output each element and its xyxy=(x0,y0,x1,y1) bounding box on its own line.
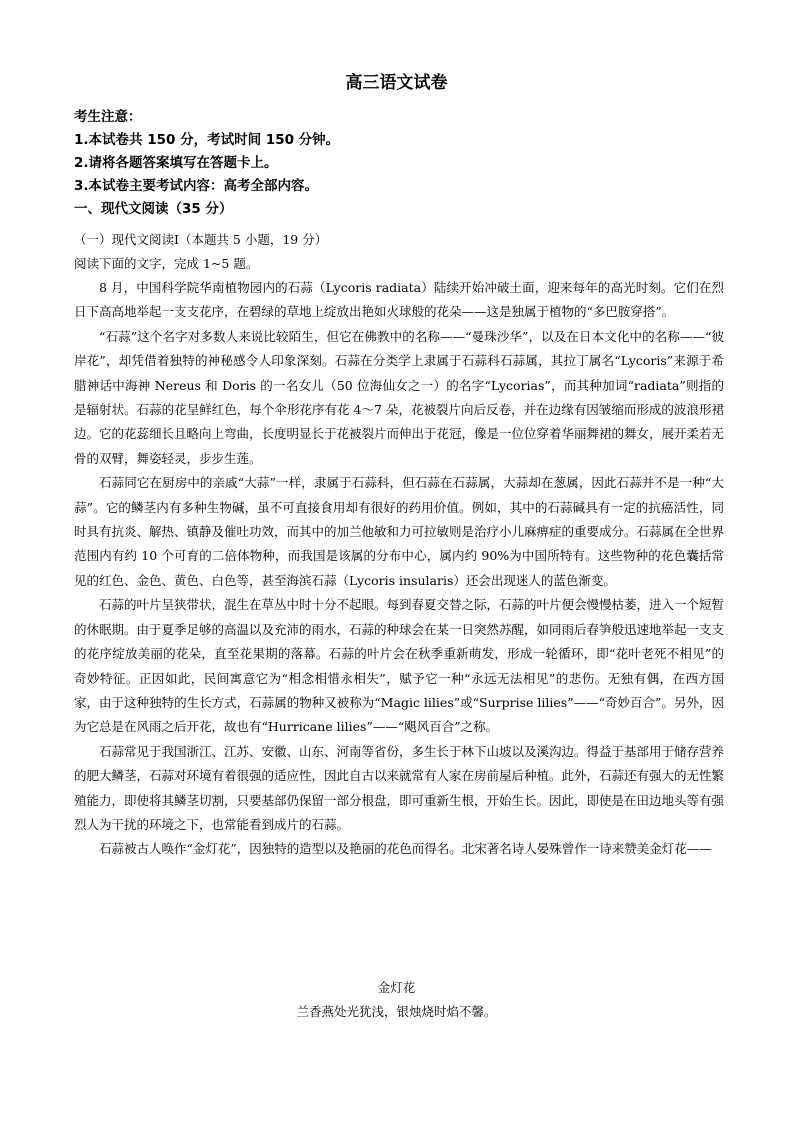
reading-instruction: 阅读下面的文字，完成 1~5 题。 xyxy=(74,256,259,271)
passage-paragraph: 石蒜同它在厨房中的亲戚“大蒜”一样，隶属于石蒜科，但石蒜在石蒜属，大蒜却在葱属，因此石蒜并不是一种“大蒜”。它的鳞茎内有多种生物碱，虽不可直接食用却有很好的药用价值。例如，其中的石蒜碱具有一定的抗癌活性，同时具有抗炎、解热、镇静及催吐功效，而其中的加兰他敏和力可拉敏则是治疗小儿麻痹症的重要成分。石蒜属在全世界范围内有约 10 个可育的二倍体物种，而我国是该属的分布中心，属内约 90%为中国所特有。这些物种的花色囊括常见的红色、金色、黄色、白色等，甚至海滨石蒜（Lycoris insularis）还会出现迷人的蓝色渐变。 xyxy=(74,475,725,588)
passage-paragraph: 石蒜的叶片呈狭带状，混生在草丛中时十分不起眼。每到春夏交替之际，石蒜的叶片便会慢慢枯萎，进入一个短暂的休眠期。由于夏季足够的高温以及充沛的雨水，石蒜的种球会在某一日突然苏醒，如同雨后春笋般迅速地举起一支支的花序绽放美丽的花朵，直至花果期的落幕。石蒜的叶片会在秋季重新萌发，形成一轮循环，即“花叶老死不相见”的奇妙特征。正因如此，民间寓意它为“相念相惜永相失”，赋予它一种“永远无法相见”的悲伤。无独有偶，在西方国家，由于这种独特的生长方式，石蒜属的物种又被称为“Magic lilies”或“Surprise lilies”——“奇妙百合”。另外，因为它总是在风雨之后开花，故也有“Hurricane lilies”——“飓风百合”之称。 xyxy=(74,597,725,735)
poem-line: 兰香燕处光犹浅，银烛烧时焰不馨。 xyxy=(296,1004,497,1019)
poem-title: 金灯花 xyxy=(377,980,416,995)
notice-heading: 考生注意： xyxy=(74,109,142,125)
section-heading: 一、现代文阅读（35 分） xyxy=(74,201,233,217)
subsection-heading: （一）现代文阅读Ⅰ（本题共 5 小题，19 分） xyxy=(74,232,328,247)
exam-notice xyxy=(74,106,734,221)
passage-paragraph: 石蒜常见于我国浙江、江苏、安徽、山东、河南等省份，多生长于林下山坡以及溪沟边。得益于基部用于储存营养的肥大鳞茎，石蒜对环境有着很强的适应性，因此自古以来就常有人家在房前屋后种植。此外，石蒜还有强大的无性繁殖能力，即使将其鳞茎切割，只要基部仍保留一部分根盘，即可重新生根，开始生长。因此，即使是在田边地头等有强烈人为干扰的环境之下，也常能看到成片的石蒜。 xyxy=(74,743,725,832)
reading-passage xyxy=(74,276,724,862)
notice-item: 1.本试卷共 150 分，考试时间 150 分钟。 xyxy=(74,132,340,148)
notice-item: 2.请将各题答案填写在答题卡上。 xyxy=(74,155,278,171)
page-title: 高三语文试卷 xyxy=(345,73,448,93)
passage-paragraph: “石蒜”这个名字对多数人来说比较陌生，但它在佛教中的名称——“曼珠沙华”，以及在日本文化中的名称——“彼岸花”，却凭借着独特的神秘感令人印象深刻。石蒜在分类学上隶属于石蒜科石蒜属，其拉丁属名“Lycoris”来源于希腊神话中海神 Nereus 和 Doris 的一名女儿（50 位海仙女之一）的名字“Lycorias”，而其种加词“radiata”则指的是辐射状。石蒜的花呈鲜红色，每个伞形花序有花 4～7 朵，花被裂片向后反卷，并在边缘有因皱缩而形成的波浪形裙边。它的花蕊细长且略向上弯曲，长度明显长于花被裂片而伸出于花冠，像是一位位穿着华丽舞裙的舞女，展开柔若无骨的双臂，舞姿轻灵，步步生莲。 xyxy=(74,328,725,466)
passage-paragraph: 8 月，中国科学院华南植物园内的石蒜（Lycoris radiata）陆续开始冲破土面，迎来每年的高光时刻。它们在烈日下高高地举起一支支花序，在碧绿的草地上绽放出艳如火球般的花朵——这是独属于植物的“多巴胺穿搭”。 xyxy=(74,280,724,320)
notice-item: 3.本试卷主要考试内容：高考全部内容。 xyxy=(74,178,319,194)
passage-paragraph: 石蒜被古人唤作“金灯花”，因独特的造型以及艳丽的花色而得名。北宋著名诗人晏殊曾作一诗来赞美金灯花—— xyxy=(99,841,712,857)
